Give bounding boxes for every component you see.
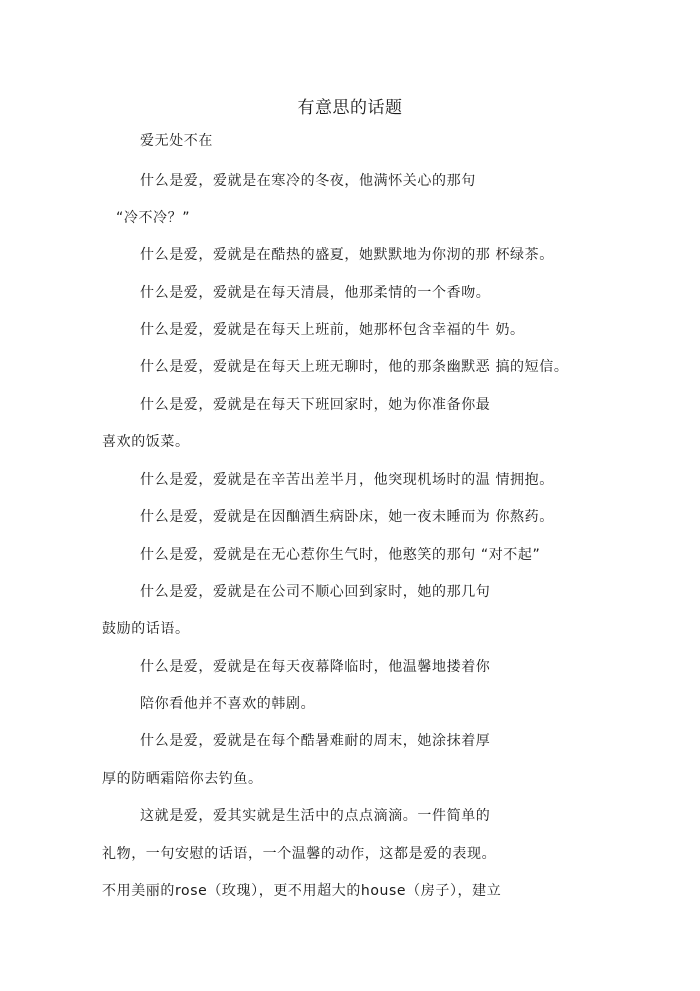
text-line: 什么是爱，爱就是在寒冷的冬夜，他满怀关心的那句 xyxy=(140,173,476,189)
text-line: 陪你看他并不喜欢的韩剧。 xyxy=(140,696,316,712)
text-line: 什么是爱，爱就是在每天清晨，他那柔情的一个香吻。 xyxy=(140,285,491,301)
text-line: 什么是爱，爱就是在酷热的盛夏，她默默地为你沏的那 杯绿茶。 xyxy=(140,247,554,263)
text-line: 什么是爱，爱就是在每天下班回家时，她为你准备你最 xyxy=(140,397,491,413)
text-line: 爱无处不在 xyxy=(140,133,213,149)
text-line: 什么是爱，爱就是在每天上班无聊时，他的那条幽默恶 搞的短信。 xyxy=(140,359,569,375)
text-line: 什么是爱，爱就是在每天上班前，她那杯包含幸福的牛 奶。 xyxy=(140,322,525,338)
document-title: 有意思的话题 xyxy=(297,98,403,118)
text-line: 不用美丽的rose（玫瑰），更不用超大的house（房子），建立 xyxy=(102,883,502,899)
text-line: 礼物，一句安慰的话语，一个温馨的动作，这都是爱的表现。 xyxy=(102,846,497,862)
text-line: 厚的防晒霜陪你去钓鱼。 xyxy=(102,771,263,787)
text-line: 鼓励的话语。 xyxy=(102,621,190,637)
text-line: 什么是爱，爱就是在每个酷暑难耐的周末，她涂抹着厚 xyxy=(140,733,491,749)
text-line: 这就是爱，爱其实就是生活中的点点滴滴。一件简单的 xyxy=(140,808,491,824)
text-line: “冷不冷？” xyxy=(116,210,191,226)
text-line: 什么是爱，爱就是在每天夜幕降临时，他温馨地搂着你 xyxy=(140,659,491,675)
text-line: 什么是爱，爱就是在辛苦出差半月，他突现机场时的温 情拥抱。 xyxy=(140,472,554,488)
text-line: 喜欢的饭菜。 xyxy=(102,434,190,450)
text-line: 什么是爱，爱就是在公司不顺心回到家时，她的那几句 xyxy=(140,584,491,600)
text-line: 什么是爱，爱就是在因酗酒生病卧床，她一夜未睡而为 你熬药。 xyxy=(140,509,554,525)
text-line: 什么是爱，爱就是在无心惹你生气时，他憨笑的那句 “对不起” xyxy=(140,547,541,563)
